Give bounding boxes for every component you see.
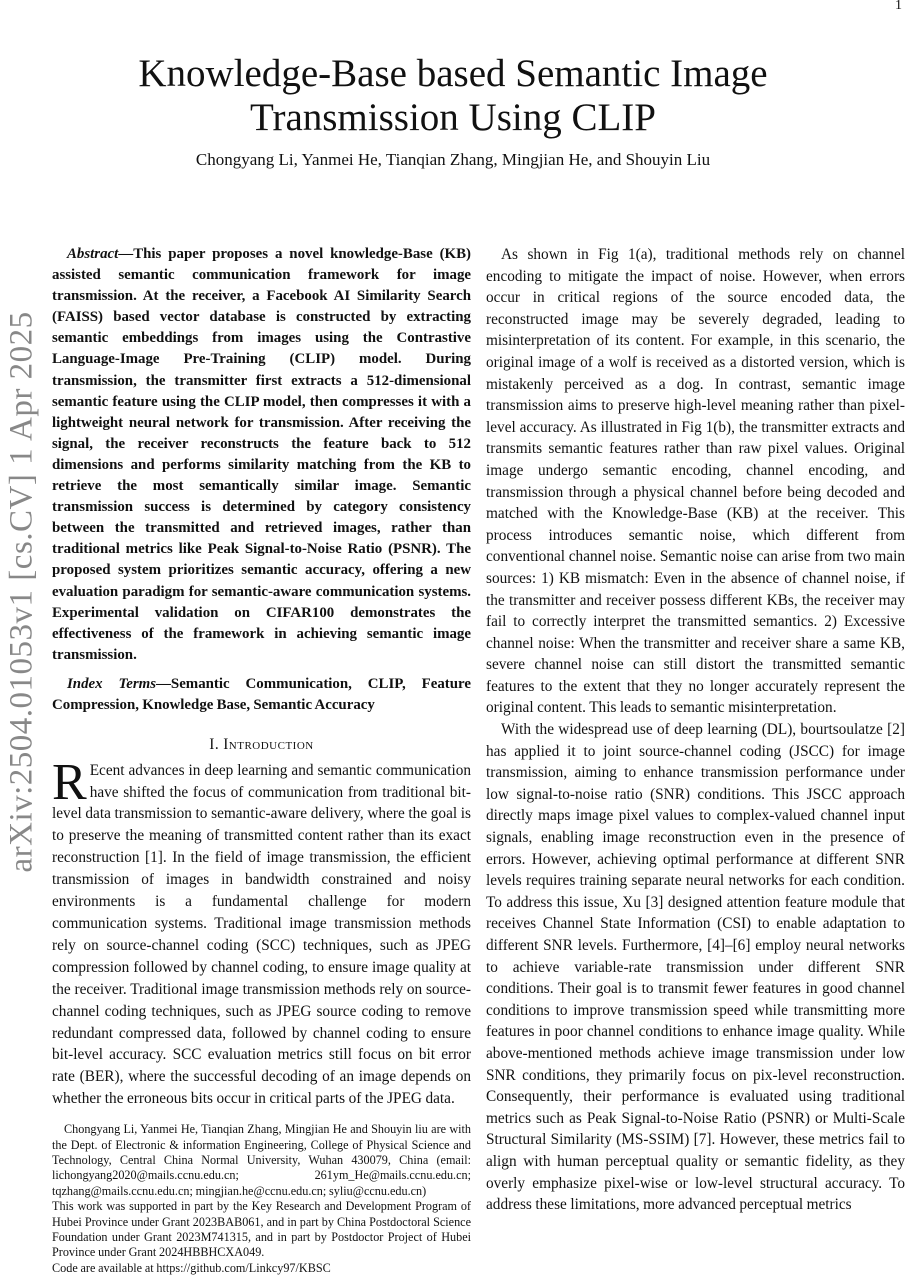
body-paragraph: With the widespread use of deep learning (DL), bourtsoulatze [2] has applied it to joint source-channel coding (JSCC) for image transmission, aiming to enhance transmission performance under low signal-to-noise ratio (SNR) conditions. This JSCC approach directly maps image pixel values to complex-valued channel input signals, enabling image reconstruction even in the presence of errors. However, achieving optimal performance at different SNR levels requires training separate neural networks for each condition. To address this issue, Xu [3] designed attention feature module that receives Channel State Information (CSI) to enable adaptation to different SNR levels. Furthermore, [4]–[6] employ neural networks to achieve variable-rate transmission under different SNR conditions. Their goal is to transmit fewer features in good channel conditions to improve transmission speed while transmitting more features in poor channel conditions to enhance image quality. While above-mentioned methods achieve image transmission under low SNR conditions, they primarily focus on pix-level reconstruction. Consequently, their performance is evaluated using traditional metrics such as Peak Signal-to-Noise Ratio (PSNR) or Multi-Scale Structural Similarity (MS-SSIM) [7]. However, these metrics fail to align with human perceptual quality or semantic fidelity, as they overly emphasize pixel-wise or low-level structural accuracy. To address these limitations, more advanced perceptual metrics [486, 721, 905, 1214]
index-terms [52, 674, 471, 716]
arxiv-stamp: arXiv:2504.01053v1 [cs.CV] 1 Apr 2025 [3, 311, 40, 873]
paper-title [0, 52, 906, 140]
page-number: 1 [895, 0, 902, 13]
index-terms-text: —Semantic Communication, CLIP, Feature Compression, Knowledge Base, Semantic Accuracy [52, 675, 471, 713]
intro-paragraph [52, 753, 471, 1111]
title-line-1: Knowledge-Base based Semantic Image [138, 52, 768, 95]
section-heading: I. Introduction [209, 736, 314, 754]
right-column [486, 244, 905, 1216]
footnote-affiliation: Chongyang Li, Yanmei He, Tianqian Zhang, Mingjian He and Shouyin liu are with the Dept. of Electronic & information Engineering, College of Physical Science and Technology, Central China Normal University, Wuhan 430079, China (email: lichongyang2020@mails.ccnu.edu.cn; 261ym_He@mails.ccnu.edu.cn; tqzhang@mails.ccnu.edu.cn; mingjian.he@ccnu.edu.cn; syliu@ccnu.edu.cn) [52, 1122, 471, 1198]
intro-text: Ecent advances in deep learning and semantic communication have shifted the focus of communication from traditional bit-level data transmission to semantic-aware delivery, where the goal is to preserve the meaning of transmitted content rather than its exact reconstruction [1]. In the field of image transmission, the efficient transmission of images in bandwidth constrained and noisy environments is a fundamental challenge for modern communication systems. Traditional image transmission methods rely on source-channel coding (SCC) techniques, such as JPEG compression followed by channel coding, to ensure image quality at the receiver. Traditional image transmission methods rely on source-channel coding techniques, such as JPEG source coding to remove redundant compressed data, followed by channel coding to ensure bit-level accuracy. SCC evaluation metrics still focus on bit error rate (BER), where the successful decoding of an image depends on whether the erroneous bits occur in critical parts of the JPEG data. [52, 761, 471, 1108]
authors: Chongyang Li, Yanmei He, Tianqian Zhang, Mingjian He, and Shouyin Liu [195, 150, 711, 169]
drop-cap: R [52, 753, 87, 811]
left-column [52, 244, 471, 1276]
body-paragraph: As shown in Fig 1(a), traditional methods rely on channel encoding to mitigate the impact of noise. However, when errors occur in critical regions of the source encoded data, the reconstructed image may be severely degraded, leading to misinterpretation of its content. For example, in this scenario, the original image of a wolf is received as a distorted version, which is mistakenly perceived as a dog. In contrast, semantic image transmission aims to preserve high-level meaning rather than pixel-level accuracy. As illustrated in Fig 1(b), the transmitter extracts and transmits semantic features rather than raw pixel values. Original image undergo semantic encoding, channel encoding, and transmission through a physical channel before being decoded and matched with the Knowledge-Base (KB) at the receiver. This process introduces semantic noise, which different from conventional channel noise. Semantic noise can arise from two main sources: 1) KB mismatch: Even in the absence of channel noise, if the transmitter and receiver possess different KBs, the receiver may fail to correctly interpret the transmitted semantics. 2) Excessive channel noise: When the transmitter and receiver share a same KB, severe channel noise can still distort the transmitted semantic features to the extent that they no longer accurately represent the original content. This leads to semantic misinterpretation. [486, 246, 905, 717]
footnotes [52, 1122, 471, 1276]
footnote-funding: This work was supported in part by the Key Research and Development Program of Hubei Province under Grant 2023BAB061, and in part by China Postdoctoral Science Foundation under Grant 2023M741315, and in part by Postdoctor Project of Hubei Province under Grant 2024HBBHCXA049. [52, 1199, 471, 1260]
abstract-text: —This paper proposes a novel knowledge-Base (KB) assisted semantic communication framework for image transmission. At the receiver, a Facebook AI Similarity Search (FAISS) based vector database is constructed by extracting semantic embeddings from images using the Contrastive Language-Image Pre-Training (CLIP) model. During transmission, the transmitter first extracts a 512-dimensional semantic feature using the CLIP model, then compresses it with a lightweight neural network for transmission. After receiving the signal, the receiver reconstructs the feature back to 512 dimensions and performs similarity matching from the KB to retrieve the most semantically similar image. Semantic transmission success is determined by category consistency between the transmitted and retrieved images, rather than traditional metrics like Peak Signal-to-Noise Ratio (PSNR). The proposed system prioritizes semantic accuracy, offering a new evaluation paradigm for semantic-aware communication systems. Experimental validation on CIFAR100 demonstrates the effectiveness of the framework in achieving semantic image transmission. [52, 246, 471, 663]
footnote-code: Code are available at https://github.com/Linkcy97/KBSC [52, 1260, 331, 1275]
abstract [52, 244, 471, 666]
abstract-label: Abstract [67, 246, 119, 262]
index-terms-label: Index Terms [67, 675, 157, 692]
title-line-2: Transmission Using CLIP [250, 96, 656, 139]
